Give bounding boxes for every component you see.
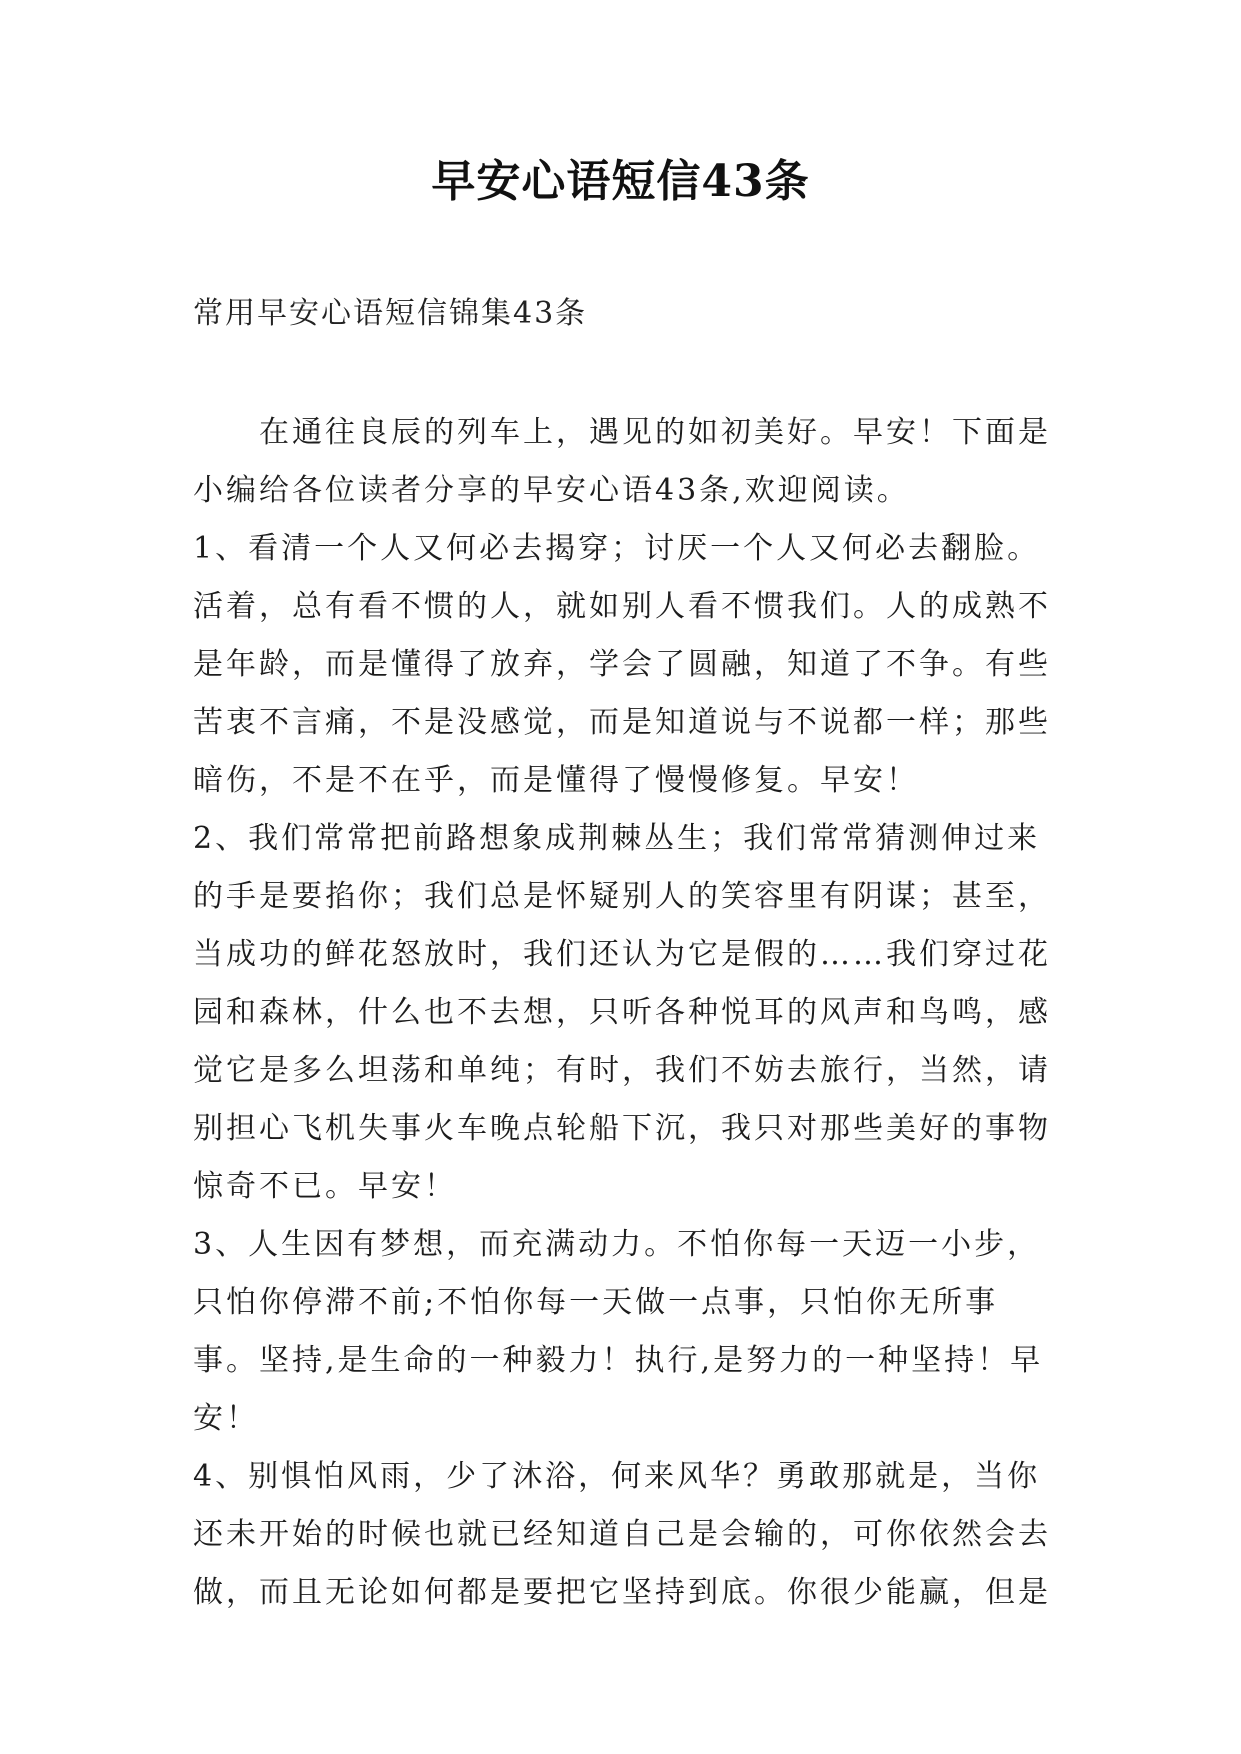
document-title: 早安心语短信43条: [431, 156, 810, 207]
document-subtitle: 常用早安心语短信锦集43条: [193, 296, 588, 331]
document-body: [193, 404, 1053, 1622]
list-item-4: 4、别惧怕风雨，少了沐浴，何来风华？勇敢那就是，当你还未开始的时候也就已经知道自己是会输的，可你依然会去做，而且无论如何都是要把它坚持到底。你很少能赢，但是: [193, 1459, 1051, 1610]
list-item-3: 3、人生因有梦想，而充满动力。不怕你每一天迈一小步，只怕你停滞不前;不怕你每一天做一点事，只怕你无所事事。坚持,是生命的一种毅力！执行,是努力的一种坚持！早安！: [193, 1227, 1044, 1436]
intro-paragraph: 在通往良辰的列车上，遇见的如初美好。早安！下面是小编给各位读者分享的早安心语43条,欢迎阅读。: [193, 415, 1051, 508]
list-item-1: 1、看清一个人又何必去揭穿；讨厌一个人又何必去翻脸。活着，总有看不惯的人，就如别人看不惯我们。人的成熟不是年龄，而是懂得了放弃，学会了圆融，知道了不争。有些苦衷不言痛，不是没感觉，而是知道说与不说都一样；那些暗伤，不是不在乎，而是懂得了慢慢修复。早安！: [193, 531, 1051, 798]
list-item-2: 2、我们常常把前路想象成荆棘丛生；我们常常猜测伸过来的手是要掐你；我们总是怀疑别人的笑容里有阴谋；甚至，当成功的鲜花怒放时，我们还认为它是假的……我们穿过花园和森林，什么也不去想，只听各种悦耳的风声和鸟鸣，感觉它是多么坦荡和单纯；有时，我们不妨去旅行，当然，请别担心飞机失事火车晚点轮船下沉，我只对那些美好的事物惊奇不已。早安！: [193, 821, 1051, 1204]
